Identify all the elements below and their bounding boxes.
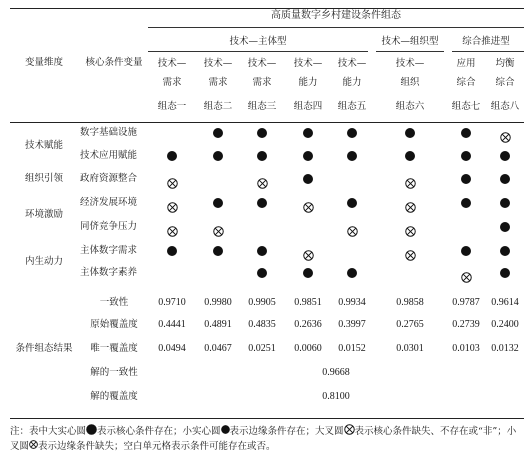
core-present-icon [347, 151, 357, 161]
table-top-rule [10, 8, 524, 9]
config-name: 组态二 [203, 101, 233, 112]
result-value: 0.0103 [452, 343, 480, 354]
condition-name: 同侪竞争压力 [80, 221, 138, 232]
condition-absent-mark [167, 222, 177, 232]
condition-absent-mark [405, 246, 415, 256]
result-value: 0.9614 [491, 297, 519, 308]
note-part-3: 表示边缘条件存在；大叉圆 [229, 426, 344, 437]
crossed-circle-icon [461, 272, 472, 283]
config-type-line1: 技术— [395, 58, 425, 69]
group-label-comprehensive: 综合推进型 [462, 36, 510, 47]
result-value: 0.9858 [396, 297, 424, 308]
dimension-label: 条件组态结果 [15, 343, 73, 354]
config-type-line2: 能力 [298, 77, 318, 88]
crossed-circle-icon [167, 178, 178, 189]
core-present-icon [257, 268, 267, 278]
crossed-circle-icon [303, 202, 314, 213]
core-present-icon [347, 128, 357, 138]
config-type-line1: 技术— [247, 58, 277, 69]
condition-name: 技术应用赋能 [80, 150, 138, 161]
solution-value: 0.8100 [322, 391, 350, 402]
core-present-icon [461, 174, 471, 184]
dimension-label: 技术赋能 [24, 140, 64, 151]
core-present-icon [347, 198, 357, 208]
config-name: 组态一 [157, 101, 187, 112]
core-present-icon [500, 151, 510, 161]
result-value: 0.3997 [338, 319, 366, 330]
core-present-icon [461, 246, 471, 256]
config-type-line1: 技术— [337, 58, 367, 69]
crossed-circle-icon [405, 226, 416, 237]
group-label-tech-subject: 技术—主体型 [229, 36, 287, 47]
crossed-circle-icon [500, 132, 511, 143]
result-name: 原始覆盖度 [90, 319, 138, 330]
config-name: 组态八 [490, 101, 520, 112]
config-name: 组态三 [247, 101, 277, 112]
core-present-icon [257, 151, 267, 161]
large-solid-circle-icon [86, 424, 97, 435]
dimension-label: 环境激励 [24, 209, 64, 220]
result-value: 0.2636 [294, 319, 322, 330]
condition-name: 经济发展环境 [80, 197, 138, 208]
config-type-line1: 均衡 [495, 58, 515, 69]
result-value: 0.2400 [491, 319, 519, 330]
core-present-icon [500, 246, 510, 256]
result-value: 0.9905 [248, 297, 276, 308]
note-part-1: 注：表中大实心圆 [10, 426, 87, 437]
result-value: 0.2765 [396, 319, 424, 330]
config-name: 组态七 [451, 101, 481, 112]
core-present-icon [303, 174, 313, 184]
config-name: 组态五 [337, 101, 367, 112]
condition-absent-mark [405, 198, 415, 208]
core-present-icon [167, 246, 177, 256]
result-value: 0.9787 [452, 297, 480, 308]
small-crossed-circle-icon [29, 440, 38, 449]
condition-absent-mark [461, 268, 471, 278]
result-value: 0.9934 [338, 297, 366, 308]
title-underline [148, 27, 524, 28]
note-part-2: 表示核心条件存在；小实心圆 [97, 426, 221, 437]
group-underline-3 [452, 51, 524, 52]
condition-absent-mark [167, 198, 177, 208]
note-part-5: 表示边缘条件缺失；空白单元格表示条件可能存在或否。 [38, 441, 276, 452]
core-present-icon [303, 268, 313, 278]
core-present-icon [303, 151, 313, 161]
small-solid-circle-icon [221, 425, 230, 434]
dimension-label: 内生动力 [24, 256, 64, 267]
result-value: 0.4441 [158, 319, 186, 330]
solution-name: 解的一致性 [90, 367, 138, 378]
condition-absent-mark [257, 174, 267, 184]
config-type-line1: 应用 [456, 58, 476, 69]
condition-absent-mark [167, 174, 177, 184]
condition-absent-mark [405, 222, 415, 232]
crossed-circle-icon [405, 250, 416, 261]
core-present-icon [500, 198, 510, 208]
result-name: 一致性 [99, 297, 129, 308]
crossed-circle-icon [405, 202, 416, 213]
condition-name: 数字基础设施 [80, 127, 138, 138]
result-value: 0.0251 [248, 343, 276, 354]
note-part-4: 表示核心条件缺失、不存在或“非”；小叉圆 [10, 426, 517, 452]
result-value: 0.4835 [248, 319, 276, 330]
table-title: 高质量数字乡村建设条件组态 [271, 10, 401, 21]
config-type-line1: 技术— [293, 58, 323, 69]
core-present-icon [500, 268, 510, 278]
result-value: 0.9851 [294, 297, 322, 308]
group-underline-2 [376, 51, 444, 52]
config-type-line2: 需求 [162, 77, 182, 88]
core-present-icon [257, 198, 267, 208]
result-name: 唯一覆盖度 [90, 343, 138, 354]
core-present-icon [257, 128, 267, 138]
condition-absent-mark [500, 128, 510, 138]
result-value: 0.9710 [158, 297, 186, 308]
crossed-circle-icon [167, 202, 178, 213]
config-type-line2: 需求 [252, 77, 272, 88]
core-present-icon [461, 198, 471, 208]
core-present-icon [213, 151, 223, 161]
table-bottom-rule [10, 418, 524, 419]
result-value: 0.0467 [204, 343, 232, 354]
crossed-circle-icon [167, 226, 178, 237]
core-present-icon [500, 174, 510, 184]
large-crossed-circle-icon [344, 424, 355, 435]
crossed-circle-icon [213, 226, 224, 237]
result-value: 0.0152 [338, 343, 366, 354]
result-value: 0.0132 [491, 343, 519, 354]
dimension-label: 组织引领 [24, 173, 64, 184]
condition-absent-mark [405, 174, 415, 184]
config-type-line2: 综合 [495, 77, 515, 88]
core-present-icon [461, 128, 471, 138]
table-note [10, 424, 524, 454]
core-present-icon [500, 222, 510, 232]
condition-absent-mark [303, 198, 313, 208]
config-type-line2: 需求 [208, 77, 228, 88]
condition-name: 主体数字需求 [80, 245, 138, 256]
core-present-icon [405, 128, 415, 138]
config-type-line2: 综合 [456, 77, 476, 88]
core-present-icon [213, 128, 223, 138]
core-present-icon [347, 268, 357, 278]
core-present-icon [213, 198, 223, 208]
condition-absent-mark [347, 222, 357, 232]
header-core-condition: 核心条件变量 [85, 57, 143, 68]
config-type-line1: 技术— [203, 58, 233, 69]
group-underline-1 [148, 51, 368, 52]
condition-name: 主体数字素养 [80, 267, 138, 278]
config-type-line2: 组织 [400, 77, 420, 88]
condition-absent-mark [213, 222, 223, 232]
config-name: 组态六 [395, 101, 425, 112]
result-value: 0.9980 [204, 297, 232, 308]
crossed-circle-icon [347, 226, 358, 237]
condition-name: 政府资源整合 [80, 173, 138, 184]
core-present-icon [167, 151, 177, 161]
config-type-line1: 技术— [157, 58, 187, 69]
group-label-tech-org: 技术—组织型 [381, 36, 439, 47]
result-value: 0.2739 [452, 319, 480, 330]
result-value: 0.0060 [294, 343, 322, 354]
result-value: 0.0494 [158, 343, 186, 354]
core-present-icon [213, 246, 223, 256]
header-bottom-rule [10, 122, 524, 123]
core-present-icon [405, 151, 415, 161]
condition-absent-mark [303, 246, 313, 256]
crossed-circle-icon [257, 178, 268, 189]
result-value: 0.0301 [396, 343, 424, 354]
crossed-circle-icon [405, 178, 416, 189]
config-type-line2: 能力 [342, 77, 362, 88]
core-present-icon [257, 246, 267, 256]
core-present-icon [303, 128, 313, 138]
result-value: 0.4891 [204, 319, 232, 330]
core-present-icon [461, 151, 471, 161]
header-variable-dimension: 变量维度 [24, 57, 64, 68]
solution-value: 0.9668 [322, 367, 350, 378]
config-name: 组态四 [293, 101, 323, 112]
crossed-circle-icon [303, 250, 314, 261]
solution-name: 解的覆盖度 [90, 391, 138, 402]
